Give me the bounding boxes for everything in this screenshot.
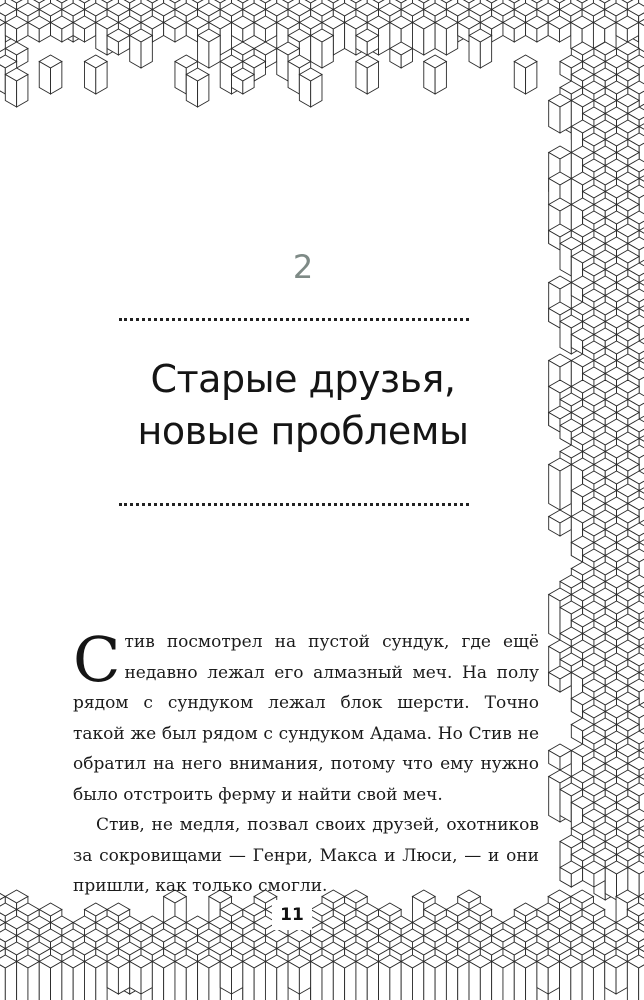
cube-shape [62,955,85,1000]
cube-shape [424,955,447,1000]
chapter-number: 2 [292,248,314,286]
cube-shape [84,955,107,1000]
cube-shape [152,955,175,1000]
cube-shape [379,955,402,1000]
cube-shape [130,955,153,994]
cube-shape [311,29,334,68]
cube-shape [469,29,492,68]
chapter-title-line-2: новые проблемы [137,409,469,453]
cube-shape [435,16,458,55]
page-number: 11 [280,905,304,925]
cube-shape [446,955,469,1000]
cube-shape [39,55,62,94]
cube-shape [582,955,605,1000]
cube-shape [198,955,221,1000]
paragraph-2: Стив, не медля, позвал своих друзей, охотников за сокровищами — Генри, Макса и Люси, — и они пришли, как только смогли. [73,815,539,896]
cube-shape [243,955,266,1000]
cube-shape [424,55,447,94]
cube-shape [401,955,424,1000]
cube-shape [265,955,288,1000]
cube-shape [549,744,572,770]
cube-shape [311,955,334,1000]
cube-shape [84,55,107,94]
cube-shape [0,955,17,1000]
dotted-divider-bottom [119,503,469,506]
cube-shape [299,68,322,107]
cube-shape [492,955,515,1000]
cube-shape [549,94,572,133]
cube-shape [17,955,40,1000]
cube-shape [0,16,5,55]
paragraph-1-text: тив посмотрел на пустой сундук, где ещё недавно лежал его алмазный меч. На полу рядом с сундуком лежал блок шерсти. Точно такой же был рядом с сундуком Адама. Но Стив не обратил на него внимания, потому что ему нужно было отстроить ферму и найти свой меч. [73,632,539,805]
paragraph-1 [73,623,539,810]
cube-shape [220,955,243,994]
cube-shape [469,955,492,1000]
cube-shape [537,955,560,994]
cube-shape [5,68,28,107]
cube-shape [333,955,356,1000]
cube-shape [560,955,583,1000]
body-text [73,623,539,902]
cube-shape [39,955,62,1000]
cube-shape [198,29,221,68]
chapter-title [60,353,546,457]
cube-shape [514,955,537,1000]
cube-shape [175,955,198,1000]
drop-cap: С [73,623,121,696]
cube-shape [549,510,572,536]
cube-shape [186,68,209,107]
cube-shape [356,55,379,94]
cube-shape [605,955,628,994]
cube-shape [549,458,572,510]
cube-shape [412,16,435,55]
dotted-divider-top [119,318,469,321]
cube-shape [130,29,153,68]
cube-shape [107,955,130,994]
chapter-title-line-1: Старые друзья, [150,357,456,401]
cube-shape [356,955,379,1000]
cube-shape [514,55,537,94]
cube-shape [288,955,311,994]
cube-shape [627,955,644,1000]
